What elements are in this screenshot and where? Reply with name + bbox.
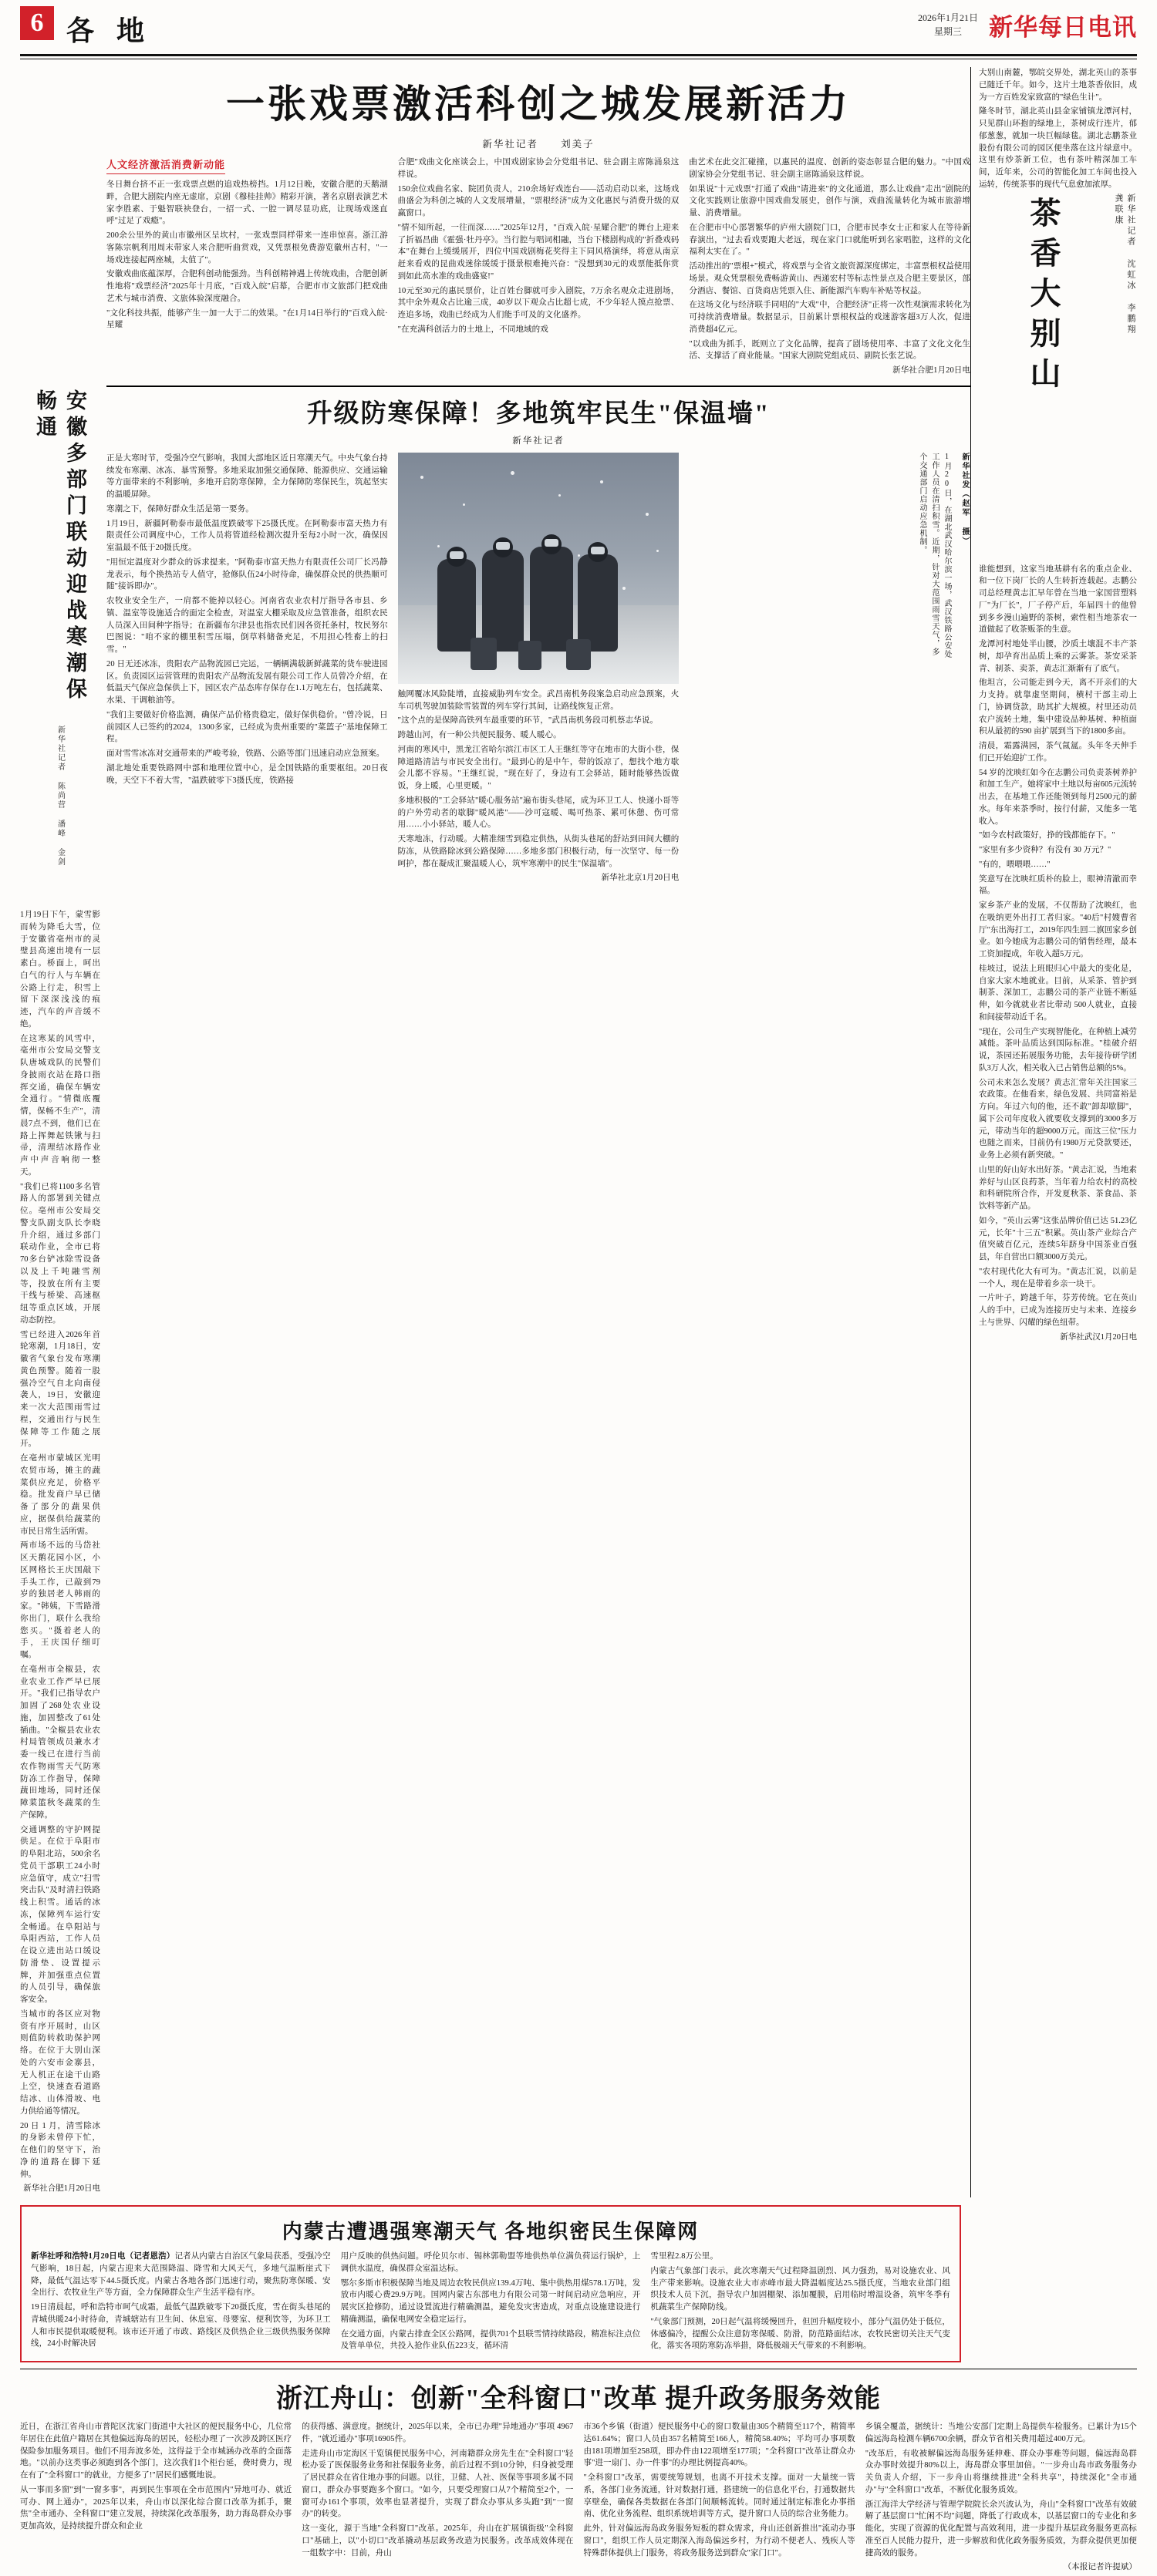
paragraph: 150余位戏曲名家、院团负责人，210余场好戏连台——活动启动以来，这场戏曲盛会为科创之城的人文发展增量，"票根经济"成为文化惠民与消费升级的双赢窗口。 (397, 184, 680, 217)
paragraph: "全科窗口"改革，需要统筹规划，也离不开技术支撑。面对一大量统一管系，各部门业务流通，针对数据打通，搭建统一的信息化平台，打通数据共享壁垒，确保各类数据在各部门间顺畅流转。同时通过制定标准化办事指南、优化业务流程、组织系统培训等方式，提升窗口人员的综合业务能力。 (583, 2473, 855, 2519)
boxed-story-columns (31, 2251, 950, 2355)
paragraph: "我们主要做好价格监测，确保产品价格贵稳定，做好保供稳价。"曾冷说，日前园区人已签约的2024，1300多家，已经成为贵州重要的"菜篮子"基地保障工程。 (106, 710, 388, 744)
paragraph: 从一事而多窗"到"一窗多事"，再到民生事项在全市范围内"异地可办、就近可办、网上通办"，2025年以来，舟山市以深化综合窗口改革为抓手，聚焦"全市通办、全科窗口"建立发展，持续深化改革服务，助力海岛群众办事更加高效，是持续提升群众和企业 (20, 2485, 292, 2531)
paragraph: "有的，喂喂喂……" (979, 860, 1051, 869)
story3-headline: 浙江舟山：创新"全科窗口"改革 提升政务服务效能 (275, 2385, 882, 2413)
paragraph: 此外，针对偏远海岛政务服务短板的群众需求，舟山还创新推出"流动办事窗口"，组织工作人员定期深入海岛偏远乡村，为行动不便老人、残疾人等特殊群体提供上门服务，将政务服务送到群众"家门口"。 (583, 2524, 855, 2557)
dateline: 新华社北京1月20日电 (601, 874, 680, 883)
paragraph: "农村现代化大有可为。"黄志汇说，以前是一个人，现在是带着乡亲一块干。 (979, 1267, 1137, 1288)
photo-person (530, 547, 573, 652)
sidebar-left-body (20, 909, 100, 2195)
masthead (20, 0, 1137, 51)
paragraph: 龙潭河村地处半山腰，沙质土壤混不丰产茶树，却孕育出品质上乘的云雾茶。茶安采茶青、制茶、卖茶，黄志汇渐渐有了底气。 (979, 640, 1137, 673)
paragraph: 在这寒某的风雪中，亳州市公安局交警支队唐城戏队的民警们身披雨衣站在路口指挥交通，确保车辆安全通行。"情微底覆情，保畅不生产"，清晨7点不到，他们已在路上挥舞起铁锹与扫帚，清理结冰路作业声中声音响彻一整天。 (20, 1034, 100, 1177)
paragraph: 河南的寒风中，黑龙江省哈尔滨江市区工人王继红等守在地市的大街小巷，保障道路清洁与市民安全出行。"最到心的是中午，带的饭凉了，想找个地方歇会儿都不容易。"王继红说，"现在好了，身边有工会驿站，随时能够热饭做饭，身上暖，心里更暖。" (397, 745, 680, 790)
paragraph: 如今，"英山云雾"这张品牌价值已达 51.23亿元，长年"十三五"积累。英山茶产业综合产值突破百亿元，连续5年跻身中国茶业百强县，年自营出口额3000万美元。 (979, 1216, 1137, 1261)
boxed-story-headline: 内蒙古遭遇强寒潮天气 各地织密民生保障网 (282, 2221, 700, 2243)
paragraph: 农牧业安全生产，一肩都不能掉以轻心。河南省农业农村厅指导各市县、乡镇、温室等设施适合的面定全检查，对温室大棚采取及应急管准备，组织农民人员深入田间种字指导；在新疆布尔津县也指农民们因各资托条村，牧民努尔巴图说："咱不家的棚里积雪压塌，倒草料储备充足，不用担心牲畜上的扫雪。" (106, 597, 388, 654)
story2-photo (398, 453, 680, 684)
paragraph: 近日，在浙江省舟山市普陀区沈家门街道中大社区的便民服务中心，几位常年居住在此值户籍居在其他偏远海岛的居民，轻松办理了一次涉及跨区医疗保险参加服务项目。他们不用奔波多处，这得益于全市城涵办改革的全面落地。"以前办这类事必须跑到各个部门，这次我们1个柜台延，费时费力，现在有了"全科窗口"的就业，方便多了!"居民们感慨地说。 (20, 2423, 292, 2480)
story3-col-1 (20, 2421, 292, 2576)
photo-person (437, 559, 476, 652)
weekday: 星期三 (933, 26, 962, 37)
paragraph: "这个点的是保障高铁列车最重要的环节，"武昌南机务段司机蔡志华说。 (397, 716, 659, 726)
boxed-story (20, 2205, 961, 2362)
story2-headline: 升级防寒保障！多地筑牢民生"保温墙" (306, 399, 771, 428)
story1-col-3 (689, 157, 970, 379)
paragraph: 10元至30元的惠民票价，让百姓台脚就可步入剧院，7万余名观众走进剧场，其中余外观众占比逾三成，40岁以下观众占比超七成，不少年轻人摸点抢票、连追多场，戏曲已经成为人们能手可及的文化盛养。 (397, 286, 680, 319)
story1-byline (106, 136, 970, 150)
paragraph: 公司未来怎么发展？黄志汇常年关注国家三农政策。在他看来，绿色发展、共同富裕是方向。年过六旬的他，还不敢"卸却歇脚"，属下公司年度收入就要收支撑到的3000多万元，带动当年的超9000万元。而这三位"压力也随之而来，目前仍有1980万元贷款要还，业务上必须有新突破。" (979, 1078, 1137, 1160)
paragraph: 隆冬时节，湖北英山县金家铺镇龙潭河村，只见群山环抱的绿地上，茶树成行连片，郁郁葱葱，就加一块巨幅绿毯。湖北志鹏茶业股份有限公司的园区便坐落在这片绿意中。这里有炒茶新工位，也有茶叶精深加工车间，近年来，公司的智能化加工车间也投入运转，传统茶事的现代气息愈加浓厚。 (979, 107, 1137, 189)
paragraph: "家里有多少资种？有没有 30 万元？" (979, 846, 1111, 854)
photo-suitcase (518, 641, 541, 670)
sidebar-right-lead (979, 67, 1137, 191)
paragraph: 笑意写在沈映红质朴的脸上，眼神清澈而幸福。 (979, 874, 1137, 896)
photo-suitcase (566, 639, 591, 670)
sidebar-left-byline: 新华社记者 陈尚营 潘峰 金剑 (56, 726, 65, 867)
paragraph: 面对雪雪冰冻对交通带来的严峻考验，铁路、公路等部门迅速启动应急预案。 (106, 749, 385, 758)
dateline: 新华社合肥1月20日电 (23, 2184, 100, 2194)
boxed-col-1 (31, 2251, 331, 2355)
paragraph: 在亳州市全椒县，农业农业工作严早已展开。"我们已指导农户加固了268处农业设施，加固整改了61处插曲。"全椒县农业农村局管领成员兼水才委一线已在进行当前农作物雨雪天气防寒防冻工作指导，保障蔬田地场，同时还保障菜篮秋冬蔬菜的生产保障。 (20, 1665, 100, 1820)
paragraph: 谁能想到，这家当地基耕有名的重点企业、和一位下岗厂长的人生转折连载起。志鹏公司总经理黄志汇早年曾在当地一家国营塑料厂"为厂长"，厂子停产后，年届四十的他曾到多乡漫山遍野的茶树，索性相当地茶农一道做起了收茶贩茶的生意。 (979, 564, 1137, 635)
boxed-col-3 (650, 2251, 950, 2355)
paragraph: 山里的好山好水出好茶。"黄志汇说，当地素养好与山区良药茶，当年着力给农村的高校和科研院所合作，开发夏秋茶、茶食品、茶饮料等新产品。 (979, 1165, 1137, 1211)
sidebar-right-headline: 茶香大别山 (1026, 196, 1061, 397)
story2-col-3 (689, 453, 970, 887)
paragraph (31, 2251, 331, 2299)
story3-col-3 (584, 2421, 855, 2576)
masthead-rule (20, 54, 1137, 59)
sidebar-left-column (20, 67, 106, 2197)
paragraph: 在亳州市蒙城区光明农贸市场，摊主的蔬菜供应充足，价格平稳。批发商户早已储备了部分的蔬果供应，据保供给蔬菜的市民日常生活所需。 (20, 1454, 100, 1536)
paragraph: 如果说"十元戏票"打通了戏曲"请进来"的文化通道，那么让戏曲"走出"剧院的文化实践则让旅游中国戏曲发展史，创作与演，戏曲流量转化为城市旅游增量、消费增量。 (689, 184, 971, 217)
paragraph: "我们已将1100多名管路人的部署到关键点位。亳州市公安局交警支队副支队长李晓升介绍，通过多部门联动作业，全市已将70多台铲冰除雪设备以及上千吨融雪剂等，投放在所有主要干线与桥梁、高速枢纽等重点区域，开展动态防控。 (20, 1182, 100, 1325)
paragraph: 在交通方面，内蒙古排查全区公路网，提供701个县联雪情持续路段，精准标注点位及管单单位，共投入抢作业队伍223支，循环清 (340, 2329, 641, 2351)
paragraph: 桂坡过，说法上班眼归心中最大的变化是，自家大家木地就业。目前，从采茶、管护到制茶、深加工，志鹏公司的茶产业链不断延伸，如今就就业者比带动 500人就业，直接和间接带动近千名。 (979, 964, 1137, 1022)
paragraph: 雪里程2.8万公里。 (650, 2252, 718, 2261)
paragraph: 乡镇全覆盖，据统计：当地公安部门定期上岛提供车检服务。已累计为15个偏远海岛检测车辆6700余辆，群众节省相关费用超过400万元。 (865, 2423, 1137, 2443)
sidebar-right-title-wrap (979, 194, 1137, 559)
photo-suitcase (471, 638, 497, 670)
paragraph: 走进舟山市定海区干览镇便民服务中心，河南籍群众房先生在"全科窗口"轻松办妥了医保服务业务和社保服务业务，前后过程不到10分钟，归身被受理了居民群众在省住地办事的问题。以往，卫健、人社、医保等事项多属不同窗口，群众办事要跑多个窗口。"如今，只要受理窗口从7个精简至2个，一窗可办161个事项，效率也显著提升，实现了群众办事从多头跑"到"一窗办"的转变。 (302, 2449, 574, 2519)
paragraph: 安徽戏曲底蕴深厚，合肥科创动能强劲。当科创精神遇上传统戏曲，合肥创新性地将"戏票经济"2025年十月底，"百戏入皖"启幕，合肥市市文旅部门把戏曲艺术与城市消费、文旅体验深度融合。 (106, 270, 388, 303)
paragraph: 曲艺术在此交汇碰撞，以惠民的温度、创新的姿态彰显合肥的魅力。"中国戏剧家协会分党组书记、驻会副主席陈涌泉这样说。 (689, 158, 971, 179)
newspaper-brand: 新华每日电讯 (989, 14, 1137, 41)
paragraph: 触网覆冰风险陡增，直接威胁列车安全。武昌南机务段案急启动应急预案，火车司机驾驶加装除雪装置的列车穿行其间，让路线恢复正常。 (397, 689, 680, 711)
paragraph: 1月19日，新疆阿勒泰市最低温度跌破零下25摄氏度。在阿勒泰市富天热力有限责任公司调度中心，工作人员将管道经检测次提升至每2小时一次，确保因室温最不低于20摄氏度。 (106, 519, 388, 552)
paragraph: 正是大寒时节，受强冷空气影响，我国大部地区近日寒潮天气。中央气象台持续发布寒潮、冰冻、暴雪预警。多地采取加强交通保障、能源供应、交通运输等方面带来的不利影响，多地开启防寒保障，全力保障防寒保民生，筑起坚实的温暖屏障。 (106, 453, 388, 499)
story2-columns (106, 453, 970, 887)
paragraph: 跨越山河，有一种公共便民服务、暖人暖心。 (397, 731, 562, 739)
story2-col-1 (106, 453, 388, 887)
paragraph: "情不知所起，一往而深……"2025年12月，"百戏入皖·星耀合肥"的舞台上迎来了折福昌曲《霍强·牡丹亭》。当行腔与唱词相融，当台下楼剧构成的"折叠戏码本"在舞台上缓缓展开，四位中国戏剧梅花奖得主下同风格演绎，将意从南京赶来看戏的昆曲戏迷徐缓缓于摄景根难掩兴奋："没想到30元的戏票能抵你赏到如此高水准的戏曲盛宴!" (397, 223, 680, 281)
photo-caption: 1月20日，在湖北武汉哈尔滨一场，武汉铁路公安处工作人员在清扫积雪。近期，针对大范围雨雪天气，多个交通部门启动应急机制。 (918, 452, 952, 658)
paragraph: 家乡茶产业的发展，不仅帮助了沈映红，也在吸纳更外出打工者归家。"40后"村嫂曹省厅"东出海打工，2019年四生回二旗回家乡创业。如今她成为志鹏公司的销售经理，最本工资加提成，年收入超5万元。 (979, 901, 1137, 958)
photo-person (482, 550, 524, 652)
paragraph: "以戏曲为抓手，既则立了文化品牌，提高了剧场使用率、丰富了文化文化生活、支撑活了商业能量。"国家大剧院党组成员、副院长张艺说。 (689, 339, 971, 361)
paragraph: 这一变化，源于当地"全科窗口"改革。2025年，舟山在扩展镇街级"全科窗口"基础上，以"小切口"改革撬动基层政务改造为民服务。改革成效体现在一组数字中：目前，舟山 (302, 2524, 574, 2557)
paragraph: 用户反映的供热问题。呼伦贝尔市、锡林郭勒盟等地供热单位满负荷运行锅炉，上调供水温度，确保群众室温达标。 (340, 2252, 641, 2273)
divider (106, 386, 970, 387)
dateline: 新华社武汉1月20日电 (1060, 1332, 1137, 1342)
story2-col-2 (398, 453, 680, 887)
paragraph: 清晨，霜露满园，茶气氤氲。头年冬天伸手们已开始迎扩工作。 (979, 742, 1137, 763)
paragraph: 20 日 1 月，清雪除冰的身影未曾停下忙，在他们的坚守下，治净的道路在脚下延伸。 (20, 2121, 100, 2179)
photo-credit: 新华社发（赵军 摄） (960, 452, 970, 546)
paragraph: 20 日无还冰冻，贵阳农产品物流园已完运，一辆辆满载新鲜蔬菜的货车驶进园区。负责园区运营管理的贵阳农产品物流发展有限公司工作人员曾冷介绍，在低温天气保应急保供上下，园区农产品态库存保存在1.1万吨左右，包括蔬菜、水果、干调粮油等。 (106, 659, 388, 705)
paragraph: 合肥"戏曲文化座谈会上，中国戏剧家协会分党组书记、驻会副主席陈涌泉这样说。 (397, 158, 680, 179)
paragraph: 当城市的各区应对物资有序开展时，山区则值防转救助保护网络。在位于大别山深处的六安市金寨县，无人机正在途干山路上空，快速查看道路结冰、山体滑坡、电力供给通等情况。 (20, 2009, 100, 2116)
boxed-lead: 新华社呼和浩特1月20日电（记者恩浩） (31, 2252, 175, 2261)
story1-col-2 (398, 157, 680, 379)
story1-author: 刘美子 (561, 139, 595, 150)
masthead-right (918, 8, 1137, 42)
sidebar-right-body (979, 564, 1137, 1344)
story1-col-1 (106, 157, 388, 379)
paragraph: 天寒地冻，行动暖。大精准细雪到稳定供热，从街头巷尾的舒站到田间大棚的防冻，从铁路除冰到公路保障……多地多部门积极行动，每一次坚守、每一份呵护，都在凝成汇聚温暖人心，筑牢寒潮中的民生"保温墙"。 (397, 835, 680, 868)
paragraph: 浙江海洋大学经济与管理学院院长余兴波认为，舟山"全科窗口"改革有效破解了基层窗口"忙闲不均"问题，降低了行政成本，以基层窗口的专业化和多能化，实现了资源的优化配置与高效利用，进一步提升基层政务服务更高标准至百人民能力提升，进一步解放和优化政务服务质效，为群众提供更加便捷高效的服务。 (865, 2500, 1137, 2557)
story1-columns (106, 157, 970, 379)
main-top (106, 67, 970, 2197)
sidebar-right-byline: 新华社记者 沈虹冰 李鹏翔 龚联康 (1114, 193, 1135, 335)
paragraph: 在合肥市中心部署繁华的庐州大剧院门口，合肥市民李女士正和家人在等待新春演出，"过去看戏要跑大老远，现在家门口就能听到名家唱腔，这样的文化福利太实在了。" (689, 223, 971, 257)
paragraph: 湖北地处重要铁路网中部和地理位置中心，是全国铁路的重要枢纽。20日夜晚，天空下不着大雪，"温跌破零下3摄氏度，铁路接 (106, 763, 388, 785)
paragraph: "如今农村政策好，挣的钱都能存下。" (979, 831, 1115, 840)
paragraph: 的获得感、满意度。据统计，2025年以来，全市已办理"异地通办"事项 4967 件，"就近通办"事项16905件。 (302, 2423, 574, 2443)
story3-columns (20, 2421, 1137, 2576)
paragraph: 市36个乡镇（街道）便民服务中心的窗口数量由305个精简至117个，精简率达61.64%；窗口人员由357名精简至166人，精简58.40%；平均可办事项数由181项增加至258项，即办件由122项增至177项；"全科窗口"改革让群众办事"进一扇门、办一件事"的办理比例提高40%。 (583, 2423, 855, 2468)
story1-kicker: 人文经济激活消费新动能 (106, 157, 225, 174)
paragraph: 200余公里外的黄山市徽州区呈坎村，一张戏票同样带来一连串惊喜。浙江游客陈宗帆利用周末带家人来合肥听曲赏戏，又凭票根免费游览徽州古村，"一场戏连接起两座城，太值了"。 (106, 231, 388, 264)
story3-col-4 (865, 2421, 1137, 2576)
boxed-col-2 (341, 2251, 641, 2355)
paragraph: "现在，公司生产实现智能化，在种植上减劳减能。茶叶品质达到国际标准。"桂破介绍说，茶园还拓展服务功能，去年接待研学团队3万人次，相关收入已占销售总额的5%。 (979, 1027, 1137, 1072)
story3-col-2 (302, 2421, 573, 2576)
paragraph: "气象部门预测，20日起气温将缓慢回升，但回升幅度较小，部分气温仍处于低位，体感偏冷，提醒公众注意防寒保暖、防滑，防范路面结冰，农牧民密切关注天气变化，落实各项防寒防冻举措，降低极端天气带来的不利影响。 (650, 2317, 951, 2351)
photo-person (578, 554, 618, 652)
paragraph: "在充满科创活力的土地上，不同地域的戏 (397, 325, 548, 334)
paragraph: "文化科技共振，能够产生一加一大于二的效果。"在1月14日举行的"百戏入皖·星耀 (106, 308, 388, 330)
paragraph: 1月19日下午，蒙雪影而转为降毛大雪，位于安徽省亳州市的灵璧县高速出境有一层素白。桥面上，呵出白气的行人与车辆在公路上行走，积雪上留下深深浅浅的痕迹，汽车的声音缓不绝。 (20, 911, 100, 1029)
paragraph: 在这场文化与经济联手同唱的"大戏"中，合肥经济"正将一次性观演需求转化为可持续消费增量。数据显示，目前累计票根权益的戏迷游客超3万人次，促进消费超4亿元。 (689, 301, 971, 334)
paragraph: 多地积极的"工会驿站"暖心服务站"遍布街头巷尾，成为环卫工人、快递小哥等的户外劳动者的歇脚"暖风港"——沙可寇暖、喝可热茶、累可休憩、伤可常用……小小驿站，暖人心。 (397, 796, 680, 830)
date-block (918, 8, 978, 39)
story3-credit: （本报记者许提斌） (1063, 2563, 1137, 2572)
story1-headline: 一张戏票激活科创之城发展新活力 (226, 82, 851, 126)
paragraph: 鄂尔多斯市积极保障当地及周边农牧民供应139.4万吨、集中供热用煤578.1万吨，发放市内暖心费29.9万吨。国网内蒙古东部电力有限公司第一时间启动应急响应，开展灾区抢修防，通过设置流进行精确测温，避免发灾害造成，对重点设施建设进行精确测温，确保电网安全稳定运行。 (340, 2278, 641, 2324)
page-number: 6 (20, 6, 54, 40)
paragraph: 一片叶子，跨越千年，芬芳传统。它在英山人的手中，已成为连接历史与未来、连接乡土与世界、闪耀的绿色纽带。 (979, 1294, 1137, 1327)
paragraph: 寒潮之下，保障好群众生活是第一要务。 (106, 504, 254, 514)
paragraph: 交通调整的守护网提供足。在位于阜阳市的阜阳北站，500余名党员干部职工24小时应急值守，成立"扫雪突击队"及时清扫铁路线上积雪。通话的冰冻，保障列车运行安全畅通。在阜阳站与阜阳西站，工作人员在设立进出站口缓设防滑垫、设置提示牌，并加强重点位置的人员引导，确保旅客安全。 (20, 1825, 100, 2004)
story1-agency: 新华社记者 (482, 139, 538, 150)
paragraph: 54 岁的沈映红如今在志鹏公司负责茶树养护和加工生产。她将家中土地以每亩605元流转出去，在基地工作还能领到每月2500元的薪水。每年来茶季时，按行付薪，又能多一笔收入。 (979, 768, 1137, 826)
paragraph: 他坦言，公司能走到今天，离不开亲们的大力支持。就靠虚坚期间，横村干部主动上门，协调贷款，助其扩大规模。村里还动员农户流转土地，集中建设品种基树、种植面积从最初的590 亩扩展到当下的1800多亩。 (979, 679, 1137, 736)
story2-byline: 新华社记者 (512, 436, 565, 446)
paragraph: "改革后，有收被解偏远海岛服务延伸难、群众办事难等问题，偏远海岛群众办事时效提升80%以上，海岛群众事里加倍。"一步舟山岛市政务服务办关负责人介绍，下一步舟山将继续推进"全科共享"，持续深化"全市通办"与"全科窗口"改革，不断优化服务质效。 (865, 2449, 1137, 2494)
publish-date: 2026年1月21日 (917, 12, 978, 23)
paragraph: 内蒙古气象部门表示，此次寒潮天气过程降温剧烈、风力强劲，易对设施农业、风生产带来影响。设施农业大市赤峰市最大降温幅度达25.5摄氏度，当地农业部门组织技术人员下沉，指导农户加固棚架、添加覆膜，启用临时增温设备，筑牢冬季有机蔬菜生产保障防线。 (650, 2266, 951, 2312)
paragraph: 活动推出的"票根+"模式，将戏票与全省文旅资源深度绑定，丰富票根权益使用场景。观众凭票根免费畅游黄山、西递宏村等标志性景点及合肥主要景区，部分酒店、餐馆、百货商店凭票入住、新能源汽车购车补贴等权益。 (689, 262, 971, 295)
sidebar-right-column (970, 67, 1137, 2197)
sidebar-left-headline: 安徽多部门联动迎战寒潮保畅通 (33, 389, 86, 704)
paragraph-text: 记者从内蒙古自治区气象局获悉，受强冷空气影响，18日起，内蒙古迎来大范围降温、降雪和大风天气，多地气温断崖式下降，最低气温达零下44.5摄氏度。内蒙古各地各部门迅速行动，聚焦防寒保暖、安全出行、农牧业生产等方面，全力保障群众生产生活平稳有序。 (31, 2252, 331, 2298)
paragraph: 大别山南麓，鄂皖交界处，湖北英山的茶事已随迁千年。如今，这片土地茶香依旧，成为一方百姓发家致富的"绿色生计"。 (979, 69, 1137, 102)
section-name: 各 地 (66, 15, 153, 46)
dateline: 新华社合肥1月20日电 (892, 366, 971, 375)
paragraph: "用恒定温度对少群众的诉求提来。"阿勒泰市富天热力有限责任公司厂长冯静龙表示，每个换热站专人值守，抢修队伍24小时待命，确保群众民的供热顺可随"接诉即办"。 (106, 557, 388, 591)
paragraph: 两市场不远的马岱社区天鹅花园小区，小区网格长王庆国敲下手头工作，已敲到79岁的独居老人韩雨的家。"韩姨，下雪路滑你出门，联什么我给您买。"摄着老人的手，王庆国仔细叮嘱。 (20, 1541, 100, 1659)
top-area (20, 67, 1137, 2197)
paragraph: 冬日舞台挤不正一张戏票点燃的追戏热榜挡。1月12日晚，安徽合肥的天鹅湖畔，合肥大剧院内座无虚席，京剧《穆桂挂帅》精彩开演，著名京剧表演艺术家李胜素、于魁智联袂登台，一招一式、一腔一调尽显功底，让现场戏迷直呼"过足了戏瘾"。 (106, 180, 388, 226)
paragraph: 雪已经进入2026年首轮寒潮，1月18日，安徽省气象台发布寒潮黄色预警。随着一股强冷空气自北向南侵袭人，19日，安徽迎来一次大范围雨雪过程，交通出行与民生保障等工作随之展开。 (20, 1330, 100, 1449)
paragraph: 19日清晨起，呼和浩特市呵气成霜，最低气温跌破零下20摄氏度，雪在街头巷尾的青城供暖24小时待命，青城辖站有卫生间、休息室、母婴室、便利饮等，为环卫工人和市民提供取暖便利。该市还开通了市政、路线区及供热企业三级供热服务保障线，24小时解决居 (31, 2303, 331, 2349)
